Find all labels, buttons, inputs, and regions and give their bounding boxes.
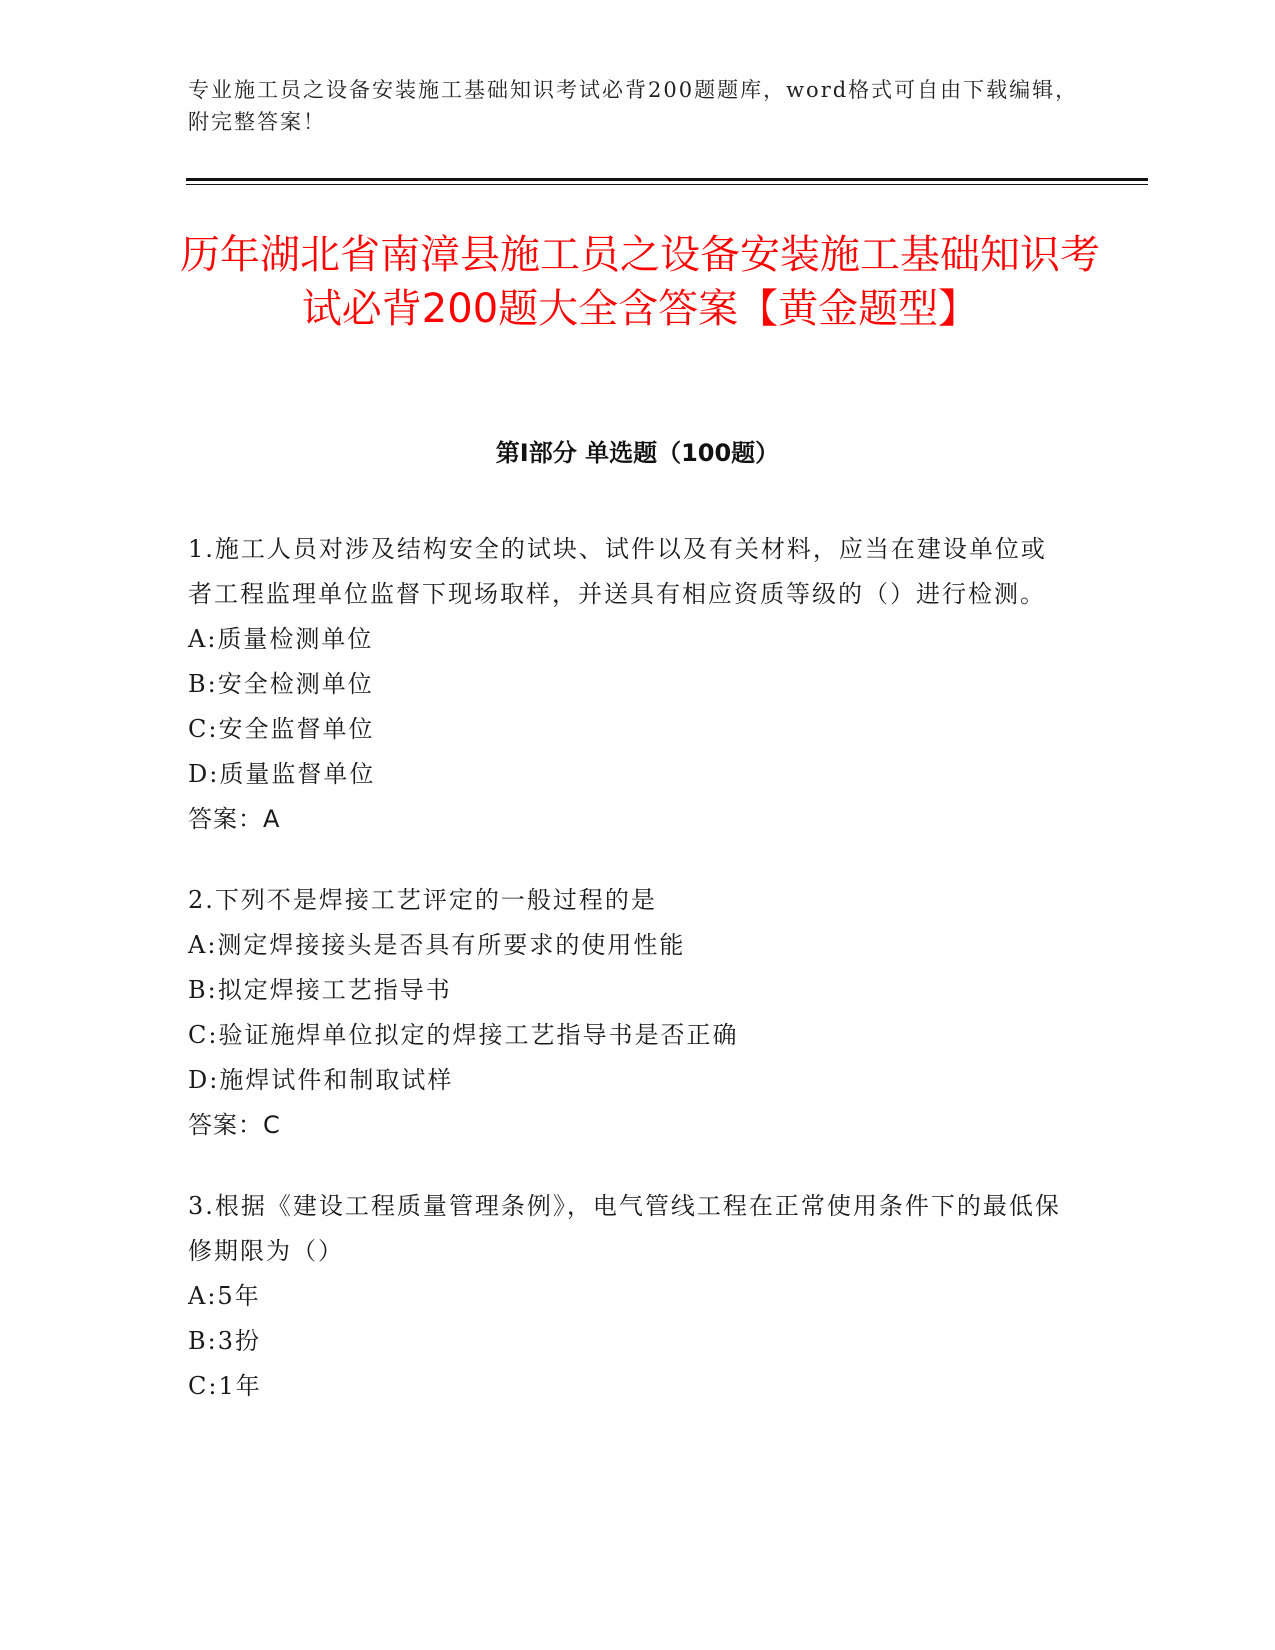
question-stem: 2.下列不是焊接工艺评定的一般过程的是 (188, 886, 657, 914)
header-divider (186, 178, 1148, 181)
header-divider-thin (186, 184, 1148, 185)
header-note: 专业施工员之设备安装施工基础知识考试必背200题题库，word格式可自由下载编辑，附完整答案！ (188, 78, 1079, 134)
question-3 (188, 1184, 1068, 1409)
answer: 答案：C (188, 1111, 281, 1139)
option-a: A:测定焊接接头是否具有所要求的使用性能 (188, 931, 686, 959)
option-b: B:安全检测单位 (188, 670, 374, 698)
answer: 答案：A (188, 805, 281, 833)
option-d: D:质量监督单位 (188, 760, 376, 788)
option-a: A:质量检测单位 (188, 625, 374, 653)
option-c: C:1年 (188, 1372, 262, 1400)
option-d: D:施焊试件和制取试样 (188, 1066, 454, 1094)
document-title: 历年湖北省南漳县施工员之设备安装施工基础知识考试必背200题大全含答案【黄金题型】 (180, 232, 1100, 332)
question-2 (188, 878, 1068, 1148)
question-1 (188, 527, 1068, 842)
option-b: B:拟定焊接工艺指导书 (188, 976, 452, 1004)
option-a: A:5年 (188, 1282, 261, 1310)
option-b: B:3扮 (188, 1327, 261, 1355)
question-stem: 3.根据《建设工程质量管理条例》，电气管线工程在正常使用条件下的最低保修期限为（） (188, 1192, 1061, 1265)
option-c: C:验证施焊单位拟定的焊接工艺指导书是否正确 (188, 1021, 739, 1049)
section-title: 第I部分 单选题（100题） (495, 439, 780, 467)
option-c: C:安全监督单位 (188, 715, 375, 743)
question-stem: 1.施工人员对涉及结构安全的试块、试件以及有关材料，应当在建设单位或者工程监理单位监督下现场取样，并送具有相应资质等级的（）进行检测。 (188, 535, 1047, 608)
question-list (188, 527, 1068, 1445)
